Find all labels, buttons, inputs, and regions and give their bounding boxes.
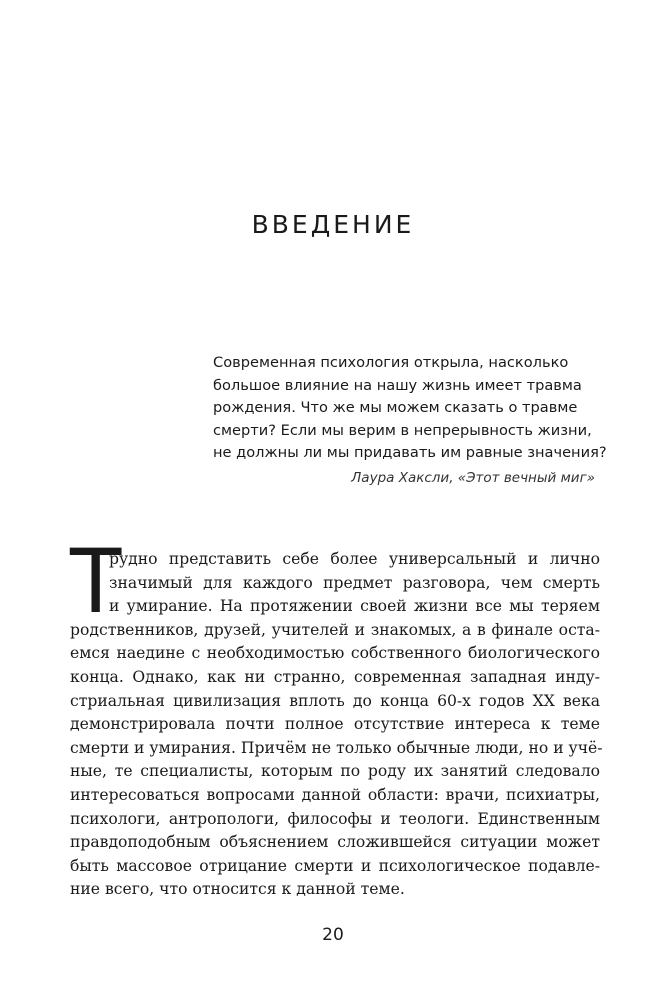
page-number: 20	[322, 925, 344, 945]
body-line: и умирание. На протяжении своей жизни все мы теряем	[109, 597, 600, 616]
body-line: правдоподобным объяснением сложившейся ситуации может	[70, 833, 600, 852]
body-line: смерти и умирания. Причём не только обычные люди, но и учё-	[70, 738, 603, 757]
body-line: рудно представить себе более универсальный и лично	[109, 550, 600, 568]
body-line: значимый для каждого предмет разговора, чем смерть	[109, 573, 600, 592]
epigraph-line: не должны ли мы придавать им равные значения?	[213, 444, 607, 461]
body-line: интересоваться вопросами данной области: врачи, психиатры,	[70, 785, 600, 804]
body-line: психологи, антропологи, философы и теологи. Единственным	[70, 809, 600, 828]
body-line: конца. Однако, как ни странно, современная западная инду-	[70, 667, 600, 686]
body-line: ние всего, что относится к данной теме.	[70, 880, 405, 899]
epigraph-line: смерти? Если мы верим в непрерывность жизни,	[213, 421, 592, 439]
epigraph	[213, 352, 607, 465]
body-line: быть массовое отрицание смерти и психологическое подавле-	[70, 856, 600, 875]
body-line: родственников, друзей, учителей и знакомых, а в финале оста-	[70, 620, 600, 639]
body-paragraph	[70, 530, 603, 902]
chapter-title: ВВЕДЕНИЕ	[251, 210, 415, 239]
body-line: емся наедине с необходимостью собственного биологического	[70, 644, 600, 663]
epigraph-line: Современная психология открыла, насколько	[213, 354, 569, 371]
body-line: ные, те специалисты, которым по роду их занятий следовало	[70, 762, 600, 781]
body-line: демонстрировала почти полное отсутствие интереса к теме	[70, 715, 600, 734]
epigraph-line: рождения. Что же мы можем сказать о травме	[213, 399, 578, 416]
drop-cap: Т	[70, 530, 122, 634]
epigraph-line: большое влияние на нашу жизнь имеет травма	[213, 376, 582, 394]
body-line: стриальная цивилизация вплоть до конца 60-х годов XX века	[70, 691, 600, 710]
epigraph-source: Лаура Хаксли, «Этот вечный миг»	[351, 470, 595, 486]
